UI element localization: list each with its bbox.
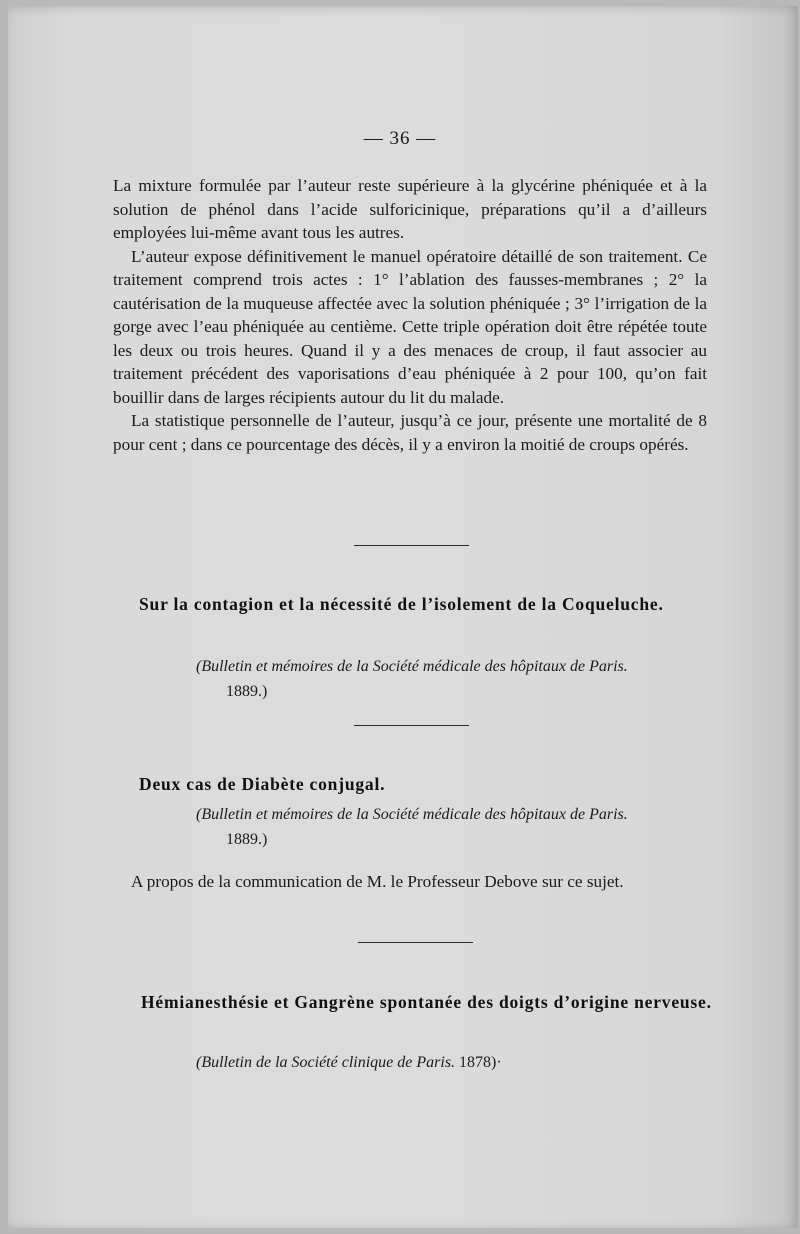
citation-source: (Bulletin et mémoires de la Société médicale des hôpitaux de Paris. (196, 658, 628, 675)
section-divider-3 (358, 942, 473, 943)
intro-text (113, 174, 707, 456)
citation-hemianesthesie (196, 1050, 716, 1075)
section-divider-2 (354, 725, 469, 726)
section-divider-1 (354, 545, 469, 546)
section-title-diabete: Deux cas de Diabète conjugal. (139, 774, 386, 794)
citation-year: 1878)· (459, 1054, 502, 1071)
citation-coqueluche (196, 654, 716, 704)
intro-paragraph-3: La statistique personnelle de l’auteur, jusqu’à ce jour, présente une mortalité de 8 pour cent ; dans ce pourcentage des décès, il y a environ la moitié de croups opérés. (113, 411, 707, 454)
citation-year: 1889.) (226, 683, 268, 700)
citation-source: (Bulletin et mémoires de la Société médicale des hôpitaux de Paris. (196, 806, 628, 823)
section-title-hemianesthesie: Hémianesthésie et Gangrène spontanée des doigts d’origine nerveuse. (141, 992, 712, 1012)
intro-paragraph-1: La mixture formulée par l’auteur reste supérieure à la glycérine phéniquée et à la solution de phénol dans l’acide sulforicinique, préparations qu’il a d’ailleurs employées lui-même avant tous les autres. (113, 176, 707, 242)
citation-year: 1889.) (226, 831, 268, 848)
page-number: — 36 — (363, 128, 437, 149)
citation-source: (Bulletin de la Société clinique de Paris. (196, 1054, 456, 1071)
section-title-coqueluche: Sur la contagion et la nécessité de l’isolement de la Coqueluche. (139, 594, 664, 614)
diabete-note (113, 870, 713, 894)
intro-paragraph-2: L’auteur expose définitivement le manuel opératoire détaillé de son traitement. Ce traitement comprend trois actes : 1° l’ablation des fausses-membranes ; 2° la cautérisation de la muqueuse affectée avec la solution phéniquée ; 3° l’irrigation de la gorge avec l’eau phéniquée au centième. Cette triple opération doit être répétée toute les deux ou trois heures. Quand il y a des menaces de croup, il faut associer au traitement précédent des vaporisations d’eau phéniquée à 2 pour 100, qu’on fait bouillir dans de larges récipients autour du lit du malade. (113, 246, 707, 407)
citation-diabete (196, 802, 716, 852)
diabete-note-text: A propos de la communication de M. le Professeur Debove sur ce sujet. (131, 872, 624, 891)
